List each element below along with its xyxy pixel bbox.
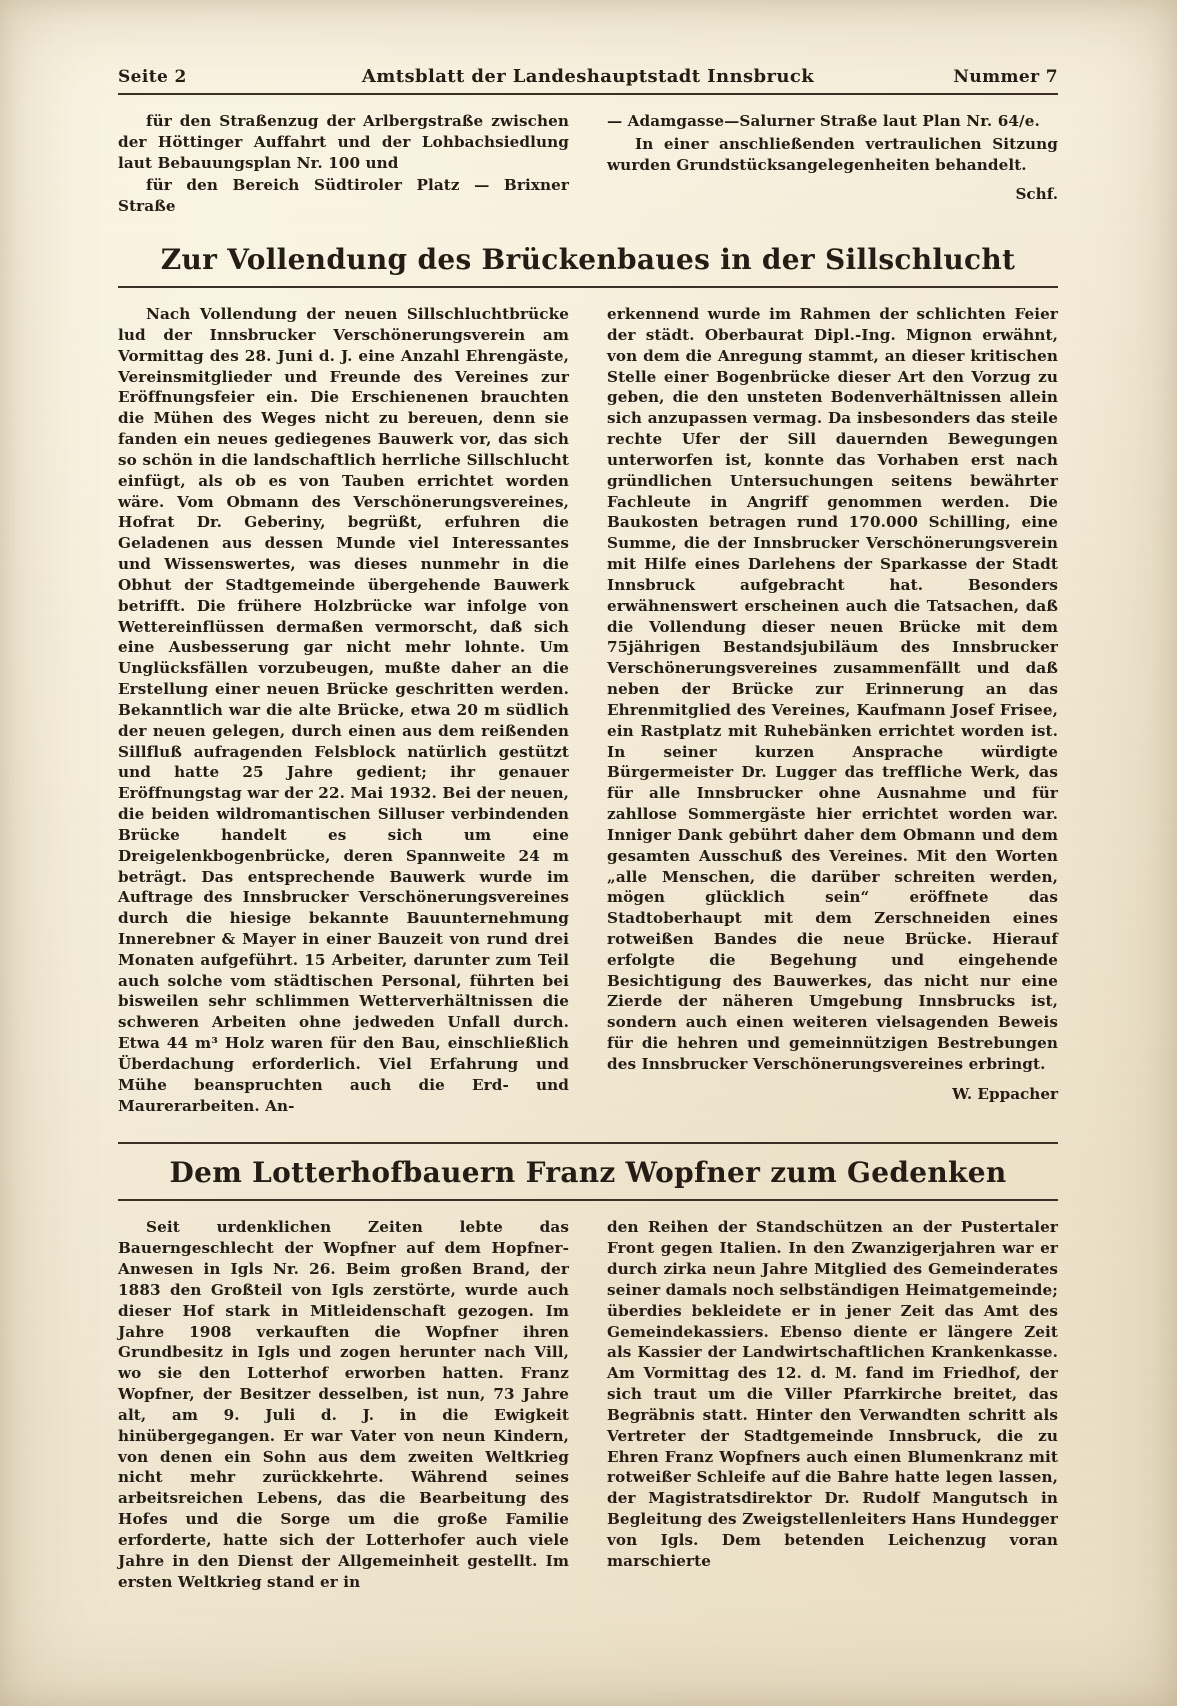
running-head-center: Amtsblatt der Landeshauptstadt Innsbruck xyxy=(361,66,815,87)
article-2-right-column xyxy=(607,1217,1058,1592)
paragraph: erkennend wurde im Rahmen der schlichten Feier der städt. Oberbaurat Dipl.-Ing. Mignon erwähnt, von dem die Anregung stammt, an dieser kritischen Stelle einer Bogenbrücke dieser Art den Vorzug zu geben, die den unsteten Bodenverhältnissen allein sich anzupassen vermag. Da insbesonders das steile rechte Ufer der Sill dauernden Bewegungen unterworfen ist, konnte das Vorhaben erst nach gründlichen Untersuchungen seitens bewährter Fachleute in Angriff genommen werden. Die Baukosten betragen rund 170.000 Schilling, eine Summe, die der Innsbrucker Verschönerungsverein mit Hilfe eines Darlehens der Sparkasse der Stadt Innsbruck aufgebracht hat. Besonders erwähnenswert erscheinen auch die Tatsachen, daß die Vollendung dieser neuen Brücke mit dem 75jährigen Bestandsjubiläum des Innsbrucker Verschönerungsvereines zusammenfällt und daß neben der Brücke zur Erinnerung an das Ehrenmitglied des Vereines, Kaufmann Josef Frisee, ein Rastplatz mit Ruhebänken errichtet worden ist. In seiner kurzen Ansprache würdigte Bürgermeister Dr. Lugger das treffliche Werk, das für alle Innsbrucker ohne Ausnahme und für zahllose Sommergäste hier errichtet worden war. Inniger Dank gebührt daher dem Obmann und dem gesamten Ausschuß des Vereines. Mit den Worten „alle Menschen, die darüber schreiten werden, mögen glücklich sein“ eröffnete das Stadtoberhaupt mit dem Zerschneiden eines rotweißen Bandes die neue Brücke. Hierauf erfolgte die Begehung und eingehende Besichtigung des Bauwerkes, das nicht nur eine Zierde der näheren Umgebung Innsbrucks ist, sondern auch einen weiteren vielsagenden Beweis für die hehren und gemeinnützigen Bestrebungen des Innsbrucker Verschönerungsvereines erbringt. xyxy=(607,305,1058,1073)
paragraph: — Adamgasse—Salurner Straße laut Plan Nr. 64/e. xyxy=(607,112,1040,130)
paragraph: für den Bereich Südtiroler Platz — Brixner Straße xyxy=(118,176,569,216)
article-2-body xyxy=(118,1217,1058,1592)
article-2-headline: Dem Lotterhofbauern Franz Wopfner zum Gedenken xyxy=(118,1142,1058,1201)
article-2-headline-wrap xyxy=(118,1142,1058,1201)
paragraph: den Reihen der Standschützen an der Pustertaler Front gegen Italien. In den Zwanzigerjahren war er durch zirka neun Jahre Mitglied des Gemeinderates seiner damals noch selbständigen Heimatgemeinde; überdies bekleidete er in jener Zeit das Amt des Gemeindekassiers. Ebenso diente er längere Zeit als Kassier der Landwirtschaftlichen Krankenkasse. Am Vormittag des 12. d. M. fand im Friedhof, der sich traut um die Viller Pfarrkirche breitet, das Begräbnis statt. Hinter den Verwandten schritt als Vertreter der Stadtgemeinde Innsbruck, die zu Ehren Franz Wopfners auch einen Blumenkranz mit rotweißer Schleife auf die Bahre hatte legen lassen, der Magistratsdirektor Dr. Rudolf Mangutsch in Begleitung des Zweigstellenleiters Hans Hundegger von Igls. Dem betenden Leichenzug voran marschierte xyxy=(607,1218,1058,1570)
article-2-left-column xyxy=(118,1217,569,1592)
page-content xyxy=(118,66,1058,1592)
top-section-left-column xyxy=(118,111,569,217)
running-head-left: Seite 2 xyxy=(118,67,187,87)
paragraph: Nach Vollendung der neuen Sillschluchtbrücke lud der Innsbrucker Verschönerungsverein am Vormittag des 28. Juni d. J. eine Anzahl Ehrengäste, Vereinsmitglieder und Freunde des Vereines zur Eröffnungsfeier ein. Die Erschienenen brauchten die Mühen des Weges nicht zu bereuen, denn sie fanden ein neues gediegenes Bauwerk vor, das sich so schön in die landschaftlich herrliche Sillschlucht einfügt, als ob es von Tauben errichtet worden wäre. Vom Obmann des Verschönerungsvereines, Hofrat Dr. Geberiny, begrüßt, erfuhren die Geladenen aus dessen Munde viel Interessantes und Wissenswertes, was dieses nunmehr in die Obhut der Stadtgemeinde übergehende Bauwerk betrifft. Die frühere Holzbrücke war infolge von Wettereinflüssen dermaßen vermorscht, daß sich eine Ausbesserung gar nicht mehr lohnte. Um Unglücksfällen vorzubeugen, mußte daher an die Erstellung einer neuen Brücke geschritten werden. Bekanntlich war die alte Brücke, etwa 20 m südlich der neuen gelegen, durch einen aus dem reißenden Sillfluß aufragenden Felsblock natürlich gestützt und hatte 25 Jahre gedient; ihr genauer Eröffnungstag war der 22. Mai 1932. Bei der neuen, die beiden wildromantischen Silluser verbindenden Brücke handelt es sich um eine Dreigelenkbogenbrücke, deren Spannweite 24 m beträgt. Das entsprechende Bauwerk wurde im Auftrage des Innsbrucker Verschönerungsvereines durch die hiesige bekannte Bauunternehmung Innerebner & Mayer in einer Bauzeit von rund drei Monaten aufgeführt. 15 Arbeiter, darunter zum Teil auch solche vom städtischen Personal, führten bei bisweilen sehr schlimmen Wetterverhältnissen die schweren Arbeiten ohne jedweden Unfall durch. Etwa 44 m³ Holz waren für den Bau, einschließlich Überdachung erforderlich. Viel Erfahrung und Mühe beanspruchten auch die Erd- und Maurerarbeiten. An- xyxy=(118,305,569,1115)
paragraph: In einer anschließenden vertraulichen Sitzung wurden Grundstücksangelegenheiten behandelt. xyxy=(607,134,1058,174)
top-section xyxy=(118,111,1058,217)
article-1-headline: Zur Vollendung des Brückenbaues in der Sillschlucht xyxy=(118,243,1058,288)
article-signature: Schf. xyxy=(1015,185,1058,204)
article-1-left-column xyxy=(118,304,569,1116)
paragraph: für den Straßenzug der Arlbergstraße zwischen der Höttinger Auffahrt und der Lohbachsiedlung laut Bebauungsplan Nr. 100 und xyxy=(118,112,569,172)
article-1-body xyxy=(118,304,1058,1116)
article-1-right-column xyxy=(607,304,1058,1116)
running-head xyxy=(118,66,1058,95)
article-1-headline-wrap xyxy=(118,243,1058,288)
running-head-right: Nummer 7 xyxy=(953,67,1058,87)
paragraph: Seit urdenklichen Zeiten lebte das Bauerngeschlecht der Wopfner auf dem Hopfner-Anwesen in Igls Nr. 26. Beim großen Brand, der 1883 den Großteil von Igls zerstörte, wurde auch dieser Hof stark in Mitleidenschaft gezogen. Im Jahre 1908 verkauften die Wopfner ihren Grundbesitz in Igls und zogen herunter nach Vill, wo sie den Lotterhof erworben hatten. Franz Wopfner, der Besitzer desselben, ist nun, 73 Jahre alt, am 9. Juli d. J. in die Ewigkeit hinübergegangen. Er war Vater von neun Kindern, von denen ein Sohn aus dem zweiten Weltkrieg nicht mehr zurückkehrte. Während seines arbeitsreichen Lebens, das die Bearbeitung des Hofes und die Sorge um die große Familie erforderte, hatte sich der Lotterhofer auch viele Jahre in den Dienst der Allgemeinheit gestellt. Im ersten Weltkrieg stand er in xyxy=(118,1218,569,1591)
article-1-signature: W. Eppacher xyxy=(952,1084,1058,1103)
top-section-right-column xyxy=(607,111,1058,217)
